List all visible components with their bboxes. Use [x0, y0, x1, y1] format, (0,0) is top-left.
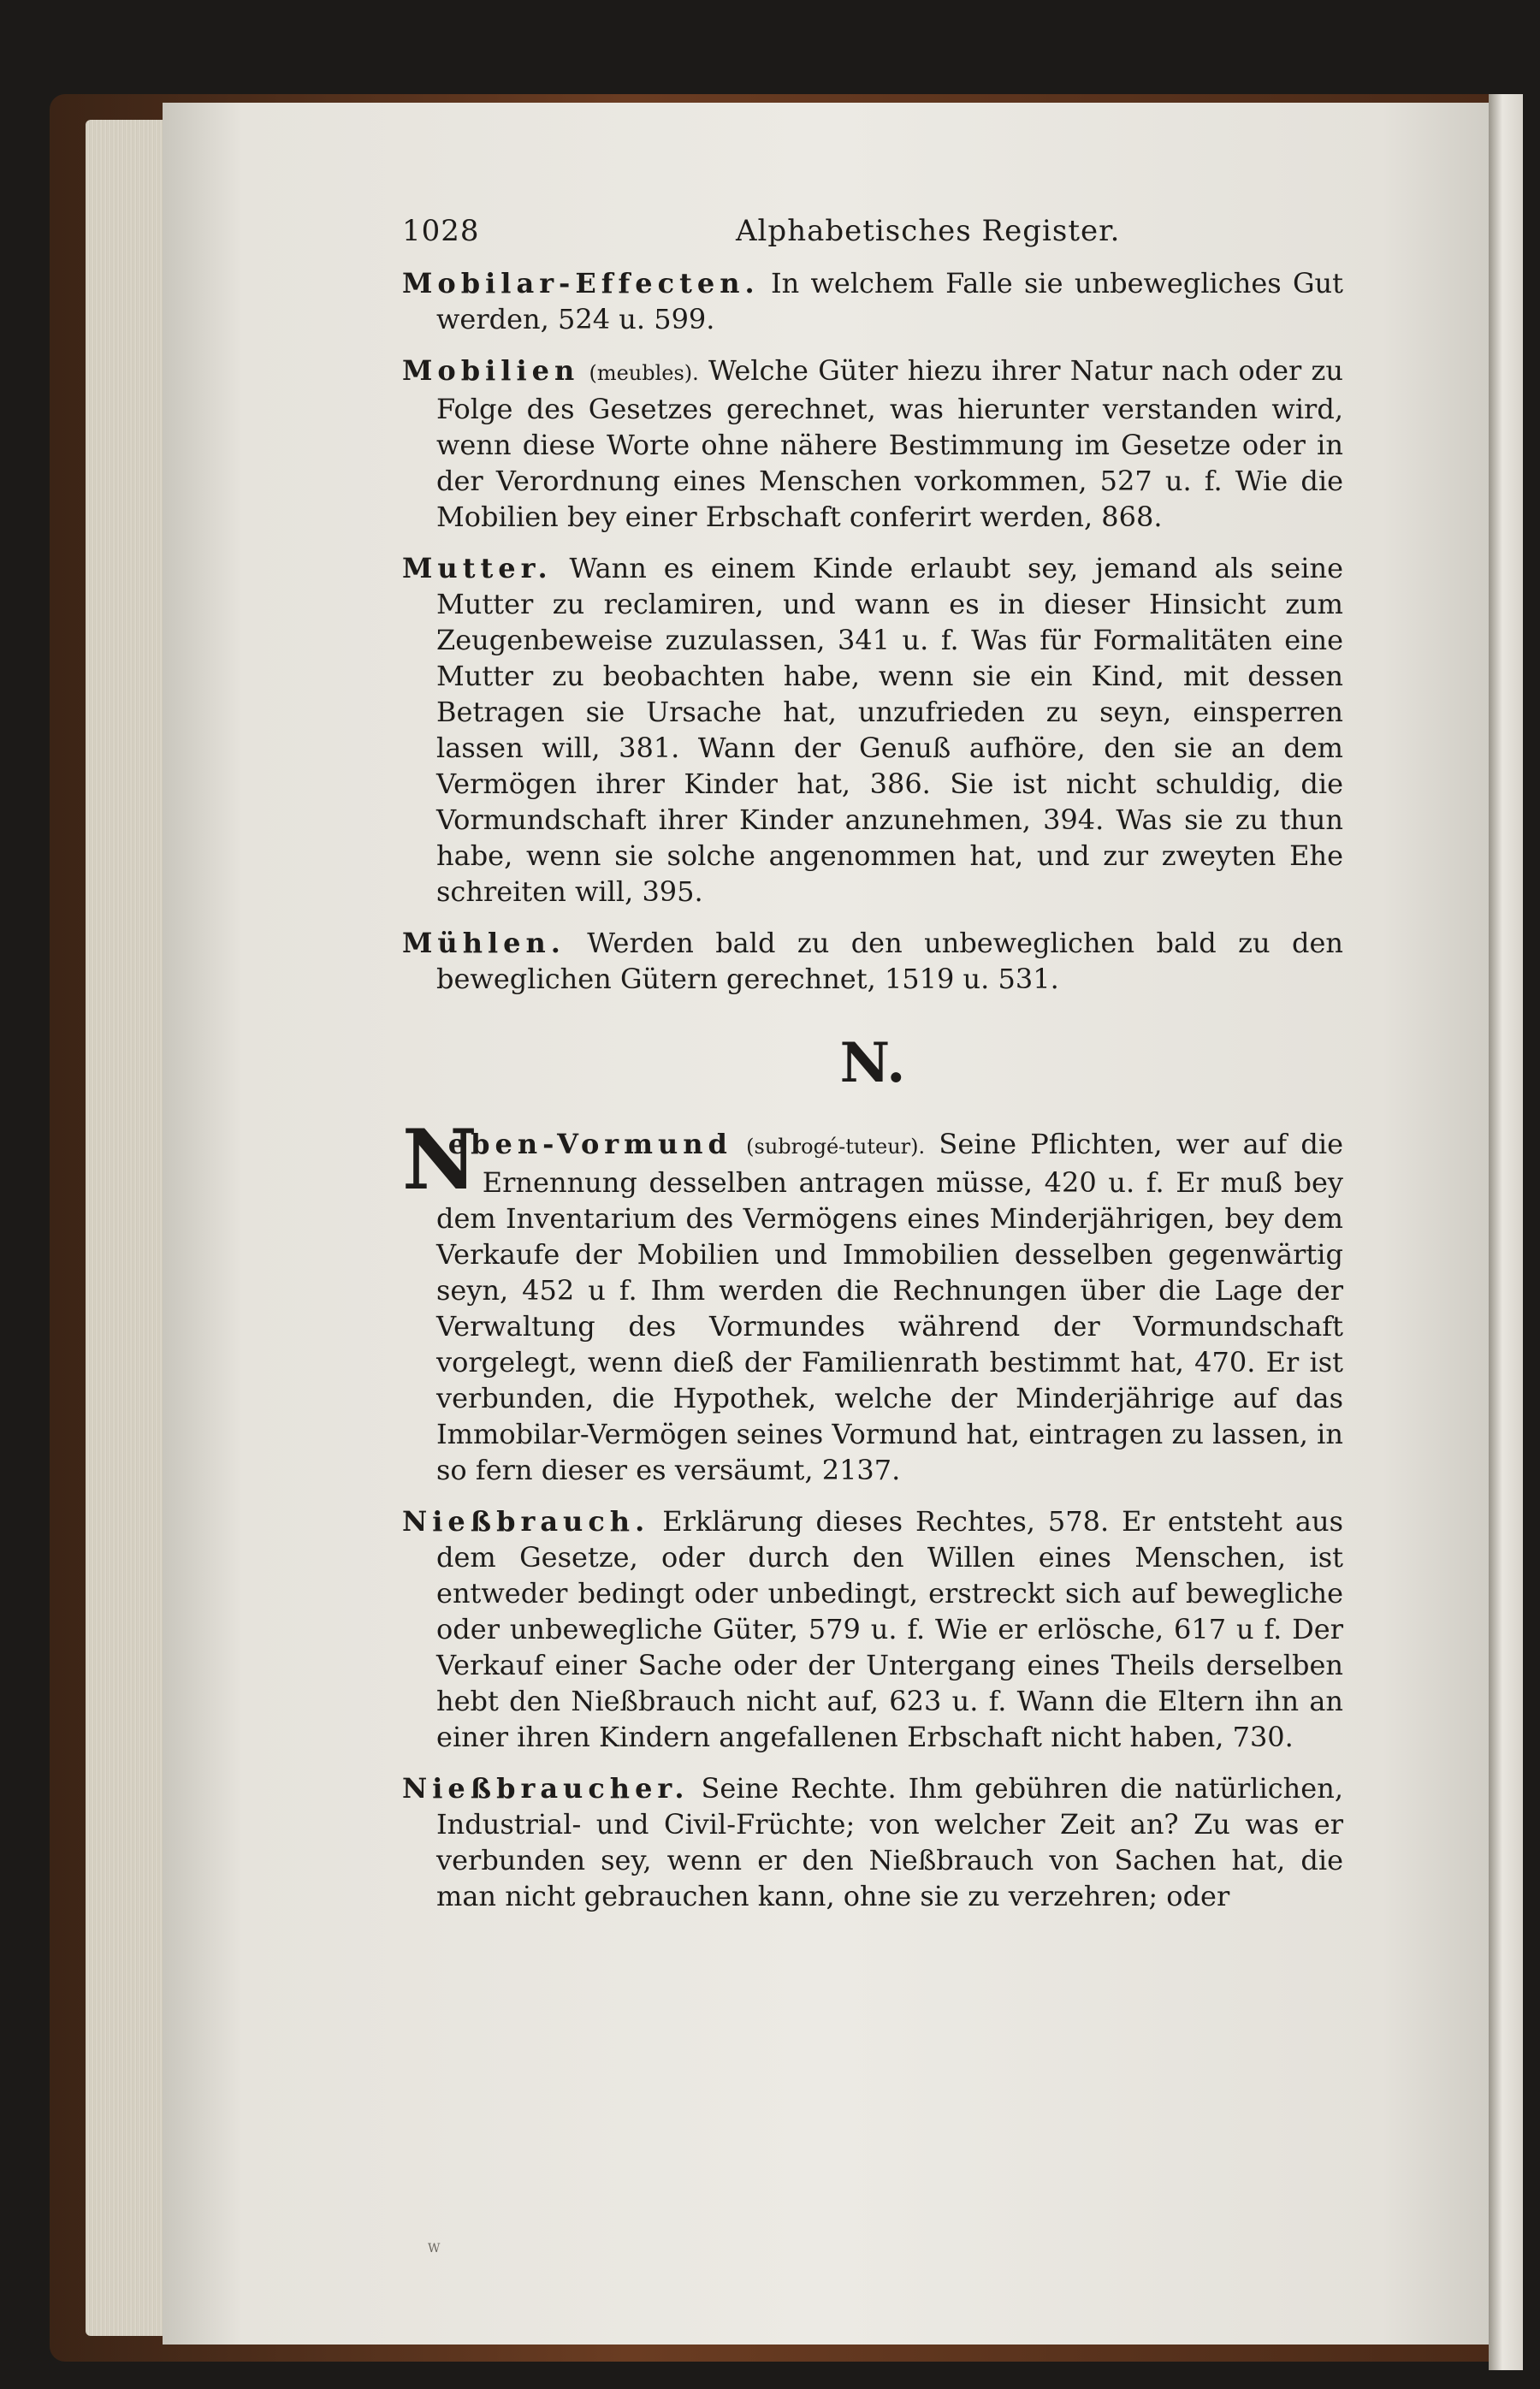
library-stamp: W — [428, 2242, 441, 2256]
facing-page-edge — [1489, 94, 1523, 2370]
entry-text: Wann es einem Kinde erlaubt sey, jemand als seine Mutter zu reclamiren, und wann es in dieser Hinsicht zum Zeugenbeweise zuzulassen, 341 u. f. Was für Formalitäten eine Mutter zu beobachten habe, wenn sie ein Kind, mit dessen Betragen sie Ursache hat, unzufrieden zu seyn, einsperren lassen will, 381. Wann der Genuß aufhöre, den sie an dem Vermögen ihrer Kinder hat, 386. Sie ist nicht schuldig, die Vormundschaft ihrer Kinder anzunehmen, 394. Was sie zu thun habe, wenn sie solche angenommen hat, und zur zweyten Ehe schreiten will, 395. — [436, 552, 1344, 908]
page-number: 1028 — [402, 214, 480, 248]
entry-headword: Mobilar-Effecten. — [402, 267, 760, 299]
register-entry — [402, 265, 1343, 337]
register-entry — [402, 925, 1343, 997]
entry-french-term: (subrogé-tuteur). — [746, 1135, 926, 1159]
running-title: Alphabetisches Register. — [736, 214, 1121, 248]
entry-headword: Nießbraucher. — [402, 1772, 690, 1805]
register-entry — [402, 1770, 1343, 1914]
page-edges — [86, 120, 171, 2336]
entry-french-term: (meubles). — [589, 361, 699, 385]
entry-text: In welchem Falle sie unbewegliches Gut werden, 524 u. 599. — [436, 267, 1343, 335]
entry-text: Seine Pflichten, wer auf die Ernennung desselben antragen müsse, 420 u. f. Er muß bey dem Inventarium des Vermögens eines Minderjährigen, bey dem Verkaufe der Mobilien und Immobilien desselben gegenwärtig seyn, 452 u f. Ihm werden die Rechnungen über die Lage der Verwaltung des Vormundes während der Vormundschaft vorgelegt, wenn dieß der Familienrath bestimmt hat, 470. Er ist verbunden, die Hypothek, welche der Minderjährige auf das Immobilar-Vermögen seines Vormund hat, eintragen zu lassen, in so fern dieser es versäumt, 2137. — [436, 1128, 1344, 1486]
register-entry — [402, 1503, 1343, 1755]
entry-text: Seine Rechte. Ihm gebühren die natürlichen, Industrial- und Civil-Früchte; von welcher Zeit an? Zu was er verbunden sey, wenn er den Nießbrauch von Sachen hat, die man nicht gebrauchen kann, ohne sie zu verzehren; oder — [436, 1772, 1344, 1912]
register-entry — [402, 1112, 1344, 1488]
register-entry — [402, 550, 1343, 910]
entry-text: Werden bald zu den unbeweglichen bald zu den beweglichen Gütern gerechnet, 1519 u. 531. — [436, 927, 1344, 995]
entry-headword: Nießbrauch. — [402, 1505, 650, 1538]
entry-text: Erklärung dieses Rechtes, 578. Er entsteht aus dem Gesetze, oder durch den Willen eines Menschen, ist entweder bedingt oder unbedingt, erstreckt sich auf bewegliche oder unbewegliche Güter, 579 u. f. Wie er erlösche, 617 u f. Der Verkauf einer Sache oder der Untergang eines Theils derselben hebt den Nießbrauch nicht auf, 623 u. f. Wann die Eltern ihn an einer ihren Kindern angefallenen Erbschaft nicht haben, 730. — [436, 1505, 1344, 1753]
entry-headword: Mutter. — [402, 552, 553, 584]
entry-headword: Mühlen. — [402, 927, 566, 959]
running-header — [402, 214, 1343, 265]
entry-headword: eben-Vormund — [447, 1128, 732, 1160]
entry-text: Welche Güter hiezu ihrer Natur nach oder zu Folge des Gesetzes gerechnet, was hierunter verstanden wird, wenn diese Worte ohne nähere Bestimmung im Gesetze oder in der Verordnung eines Menschen vorkommen, 527 u. f. Wie die Mobilien bey einer Erbschaft conferirt werden, 868. — [436, 354, 1344, 533]
page-text — [402, 214, 1343, 1930]
register-entry — [402, 353, 1343, 535]
drop-cap: N — [402, 1112, 477, 1208]
entry-headword: Mobilien — [402, 354, 580, 387]
section-letter: N. — [839, 1031, 906, 1095]
